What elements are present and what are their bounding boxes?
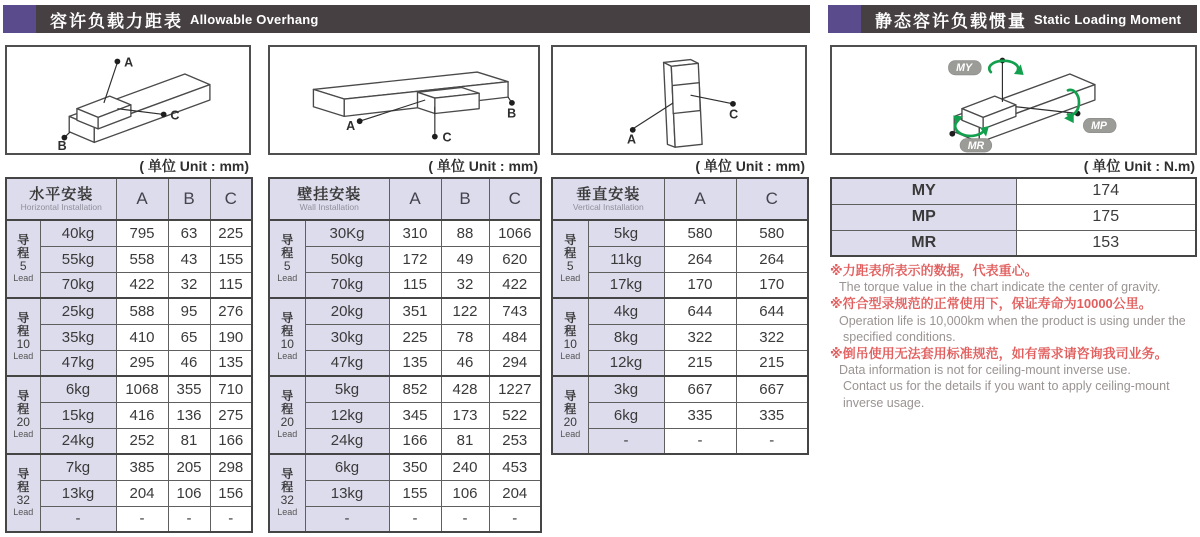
value-cell: 310: [389, 220, 441, 246]
value-cell: 135: [210, 350, 252, 376]
moment-my-label: MY: [956, 62, 973, 75]
point-b-label: B: [57, 139, 67, 153]
wall-installation-table: [268, 177, 542, 533]
load-cell: 17kg: [588, 272, 664, 298]
value-cell: 345: [389, 402, 441, 428]
unit-label: ( 单位 Unit : mm): [695, 158, 805, 174]
moment-value-cell: 153: [1016, 230, 1196, 256]
value-cell: 350: [389, 454, 441, 480]
data-row: [6, 246, 252, 272]
vertical-actuator-diagram: [551, 45, 807, 155]
load-cell: -: [40, 506, 116, 532]
value-cell: 122: [441, 298, 489, 324]
lead-number: 10: [563, 337, 577, 352]
data-row: [6, 454, 252, 480]
lead-zh-char: 导: [17, 233, 30, 248]
lead-number: 5: [566, 259, 574, 274]
installation-title-zh: 水平安装: [29, 185, 94, 203]
data-row: [269, 220, 541, 246]
data-row: [552, 246, 808, 272]
data-row: [6, 220, 252, 246]
value-cell: 322: [664, 324, 736, 350]
lead-zh-char: 导: [281, 233, 294, 248]
lead-group-cell: [6, 220, 40, 298]
value-cell: 385: [116, 454, 168, 480]
value-cell: 253: [489, 428, 541, 454]
lead-en-label: Lead: [13, 273, 34, 284]
point-a-label: A: [346, 118, 356, 133]
data-row: [552, 298, 808, 324]
moment-row: [831, 230, 1196, 256]
lead-zh-char: 导: [281, 311, 294, 326]
lead-group-cell: [552, 220, 588, 298]
value-cell: 225: [389, 324, 441, 350]
note-line: Contact us for the details if you want to apply ceiling-mount: [843, 379, 1170, 394]
load-cell: 3kg: [588, 376, 664, 402]
installation-header-cell: [269, 178, 389, 220]
value-cell: 106: [168, 480, 210, 506]
installation-title-en: Horizontal Installation: [20, 201, 102, 212]
lead-en-label: Lead: [277, 429, 298, 440]
value-cell: 410: [116, 324, 168, 350]
value-cell: 743: [489, 298, 541, 324]
value-cell: -: [489, 506, 541, 532]
actuator-isometric-drawing: [7, 47, 249, 153]
data-row: [269, 376, 541, 402]
value-cell: 78: [441, 324, 489, 350]
value-cell: 298: [210, 454, 252, 480]
value-cell: 204: [116, 480, 168, 506]
value-cell: 416: [116, 402, 168, 428]
value-cell: 276: [210, 298, 252, 324]
value-cell: 252: [116, 428, 168, 454]
column-header-a: A: [116, 178, 168, 220]
load-cell: 15kg: [40, 402, 116, 428]
value-cell: 190: [210, 324, 252, 350]
table-body: [269, 220, 541, 532]
value-cell: 667: [664, 376, 736, 402]
load-cell: 13kg: [40, 480, 116, 506]
value-cell: 1066: [489, 220, 541, 246]
value-cell: 1068: [116, 376, 168, 402]
lead-group-cell: [6, 376, 40, 454]
lead-group-cell: [6, 298, 40, 376]
lead-group-cell: [269, 220, 305, 298]
lead-number: 32: [16, 493, 30, 508]
value-cell: 667: [736, 376, 808, 402]
value-cell: 135: [389, 350, 441, 376]
data-row: [6, 298, 252, 324]
load-cell: 70kg: [305, 272, 389, 298]
lead-zh-char: 程: [17, 402, 30, 417]
lead-number: 20: [16, 415, 30, 430]
data-row: [552, 272, 808, 298]
point-c-label: C: [442, 130, 452, 145]
moment-value-cell: 174: [1016, 178, 1196, 204]
lead-number: 20: [563, 415, 577, 430]
note-line: ※倒吊使用无法套用标准规范，如有需求请咨询我司业务。: [830, 346, 1168, 362]
value-cell: 170: [736, 272, 808, 298]
load-cell: 35kg: [40, 324, 116, 350]
value-cell: 644: [736, 298, 808, 324]
lead-en-label: Lead: [13, 351, 34, 362]
value-cell: 225: [210, 220, 252, 246]
table-body: [831, 178, 1196, 256]
value-cell: 81: [441, 428, 489, 454]
purple-accent-square: [828, 5, 861, 33]
data-row: [6, 506, 252, 532]
note-line: Operation life is 10,000km when the product is using under the: [839, 313, 1186, 328]
load-cell: 11kg: [588, 246, 664, 272]
point-a-label: A: [626, 132, 637, 147]
load-cell: 30Kg: [305, 220, 389, 246]
data-row: [6, 272, 252, 298]
value-cell: 172: [389, 246, 441, 272]
value-cell: 32: [441, 272, 489, 298]
load-cell: 25kg: [40, 298, 116, 324]
data-row: [6, 350, 252, 376]
note-line: inverse usage.: [843, 395, 925, 410]
load-cell: 13kg: [305, 480, 389, 506]
load-cell: 6kg: [588, 402, 664, 428]
header-row: [552, 178, 808, 220]
value-cell: 156: [210, 480, 252, 506]
value-cell: -: [116, 506, 168, 532]
value-cell: 136: [168, 402, 210, 428]
lead-zh-char: 导: [17, 311, 30, 326]
lead-zh-char: 程: [281, 246, 294, 261]
value-cell: 522: [489, 402, 541, 428]
lead-zh-char: 程: [17, 246, 30, 261]
data-row: [269, 402, 541, 428]
value-cell: 115: [210, 272, 252, 298]
data-row: [552, 376, 808, 402]
lead-zh-char: 导: [564, 233, 577, 248]
lead-zh-char: 导: [281, 467, 294, 482]
note-line: The torque value in the chart indicate the center of gravity.: [839, 280, 1161, 295]
lead-zh-char: 程: [564, 246, 577, 261]
data-row: [269, 350, 541, 376]
lead-zh-char: 程: [281, 324, 294, 339]
value-cell: 558: [116, 246, 168, 272]
load-cell: -: [305, 506, 389, 532]
value-cell: 422: [116, 272, 168, 298]
lead-number: 5: [19, 259, 27, 274]
point-a-label: A: [124, 55, 134, 70]
data-row: [269, 246, 541, 272]
moment-label-cell: MR: [831, 230, 1016, 256]
load-cell: 47kg: [40, 350, 116, 376]
data-row: [552, 402, 808, 428]
section-header-static-loading-moment: [828, 5, 1197, 33]
lead-zh-char: 导: [564, 311, 577, 326]
value-cell: 63: [168, 220, 210, 246]
value-cell: 453: [489, 454, 541, 480]
value-cell: 710: [210, 376, 252, 402]
value-cell: 795: [116, 220, 168, 246]
value-cell: 428: [441, 376, 489, 402]
value-cell: 335: [664, 402, 736, 428]
purple-accent-square: [3, 5, 36, 33]
moment-label-cell: MY: [831, 178, 1016, 204]
value-cell: 95: [168, 298, 210, 324]
load-cell: 6kg: [40, 376, 116, 402]
lead-number: 10: [16, 337, 30, 352]
section-title-en: Allowable Overhang: [190, 11, 319, 27]
installation-title-en: Wall Installation: [299, 201, 359, 212]
data-row: [552, 428, 808, 454]
value-cell: -: [168, 506, 210, 532]
column-header-a: A: [389, 178, 441, 220]
lead-zh-char: 程: [281, 402, 294, 417]
header-row: [269, 178, 541, 220]
horizontal-actuator-diagram: [5, 45, 251, 155]
lead-zh-char: 程: [281, 480, 294, 495]
column-header-c: C: [489, 178, 541, 220]
value-cell: 264: [664, 246, 736, 272]
value-cell: 166: [210, 428, 252, 454]
load-cell: 30kg: [305, 324, 389, 350]
value-cell: 294: [489, 350, 541, 376]
data-row: [269, 480, 541, 506]
value-cell: -: [441, 506, 489, 532]
value-cell: 170: [664, 272, 736, 298]
value-cell: 65: [168, 324, 210, 350]
column-header-b: B: [168, 178, 210, 220]
load-cell: 24kg: [305, 428, 389, 454]
column-header-c: C: [736, 178, 808, 220]
lead-zh-char: 导: [564, 389, 577, 404]
load-cell: 5kg: [588, 220, 664, 246]
actuator-isometric-drawing: [270, 47, 538, 153]
column-header-c: C: [210, 178, 252, 220]
value-cell: 205: [168, 454, 210, 480]
lead-group-cell: [552, 376, 588, 454]
note-line: ※符合型录规范的正常使用下，保证寿命为10000公里。: [830, 296, 1152, 312]
lead-en-label: Lead: [13, 429, 34, 440]
lead-zh-char: 导: [281, 389, 294, 404]
horizontal-installation-table: [5, 177, 253, 533]
table-body: [6, 220, 252, 532]
vertical-installation-table: [551, 177, 809, 455]
value-cell: 43: [168, 246, 210, 272]
value-cell: 322: [736, 324, 808, 350]
value-cell: -: [736, 428, 808, 454]
lead-group-cell: [269, 376, 305, 454]
lead-zh-char: 导: [17, 467, 30, 482]
moment-mp-label: MP: [1091, 119, 1107, 132]
header-row: [6, 178, 252, 220]
value-cell: 295: [116, 350, 168, 376]
lead-number: 32: [280, 493, 294, 508]
data-row: [6, 428, 252, 454]
static-loading-moment-section: [830, 40, 1197, 411]
lead-zh-char: 程: [17, 480, 30, 495]
data-row: [6, 480, 252, 506]
point-c-label: C: [170, 108, 180, 123]
value-cell: 484: [489, 324, 541, 350]
lead-en-label: Lead: [560, 351, 581, 362]
actuator-isometric-drawing: [553, 47, 805, 153]
unit-label: ( 单位 Unit : mm): [139, 158, 249, 174]
lead-group-cell: [6, 454, 40, 532]
load-cell: 6kg: [305, 454, 389, 480]
data-row: [269, 506, 541, 532]
data-row: [269, 428, 541, 454]
value-cell: 852: [389, 376, 441, 402]
load-cell: 47kg: [305, 350, 389, 376]
load-cell: 12kg: [588, 350, 664, 376]
lead-en-label: Lead: [560, 429, 581, 440]
table-body: [552, 220, 808, 454]
moment-row: [831, 178, 1196, 204]
section-header-allowable-overhang: [3, 5, 810, 33]
actuator-moment-drawing: [832, 47, 1195, 153]
data-row: [552, 324, 808, 350]
wall-installation-section: [268, 40, 540, 533]
load-cell: 8kg: [588, 324, 664, 350]
note-line: ※力距表所表示的数据，代表重心。: [830, 263, 1038, 278]
note-line: specified conditions.: [843, 329, 956, 344]
load-cell: 55kg: [40, 246, 116, 272]
wall-actuator-diagram: [268, 45, 540, 155]
point-b-label: B: [507, 106, 517, 121]
value-cell: 620: [489, 246, 541, 272]
value-cell: 88: [441, 220, 489, 246]
value-cell: 580: [736, 220, 808, 246]
horizontal-installation-section: [5, 40, 251, 533]
point-c-label: C: [729, 107, 739, 122]
value-cell: 46: [168, 350, 210, 376]
value-cell: -: [210, 506, 252, 532]
lead-zh-char: 程: [17, 324, 30, 339]
installation-header-cell: [552, 178, 664, 220]
value-cell: 644: [664, 298, 736, 324]
value-cell: 106: [441, 480, 489, 506]
value-cell: 49: [441, 246, 489, 272]
section-title-zh: 容许负载力距表: [50, 11, 183, 31]
value-cell: 588: [116, 298, 168, 324]
value-cell: 1227: [489, 376, 541, 402]
value-cell: 335: [736, 402, 808, 428]
value-cell: -: [389, 506, 441, 532]
lead-en-label: Lead: [13, 507, 34, 518]
data-row: [552, 220, 808, 246]
data-row: [6, 324, 252, 350]
table-head: [552, 178, 808, 220]
installation-title-zh: 垂直安装: [576, 185, 641, 203]
value-cell: 46: [441, 350, 489, 376]
value-cell: 422: [489, 272, 541, 298]
data-row: [269, 298, 541, 324]
load-cell: 70kg: [40, 272, 116, 298]
value-cell: 351: [389, 298, 441, 324]
value-cell: 155: [210, 246, 252, 272]
value-cell: 215: [664, 350, 736, 376]
value-cell: 275: [210, 402, 252, 428]
value-cell: 155: [389, 480, 441, 506]
load-cell: 7kg: [40, 454, 116, 480]
value-cell: 32: [168, 272, 210, 298]
value-cell: 166: [389, 428, 441, 454]
section-title-en: Static Loading Moment: [1034, 11, 1182, 27]
value-cell: 173: [441, 402, 489, 428]
lead-en-label: Lead: [277, 507, 298, 518]
value-cell: 215: [736, 350, 808, 376]
lead-en-label: Lead: [277, 351, 298, 362]
value-cell: 115: [389, 272, 441, 298]
data-row: [269, 454, 541, 480]
load-cell: 24kg: [40, 428, 116, 454]
table-head: [6, 178, 252, 220]
value-cell: -: [664, 428, 736, 454]
lead-en-label: Lead: [277, 273, 298, 284]
value-cell: 580: [664, 220, 736, 246]
value-cell: 81: [168, 428, 210, 454]
lead-group-cell: [269, 454, 305, 532]
column-header-a: A: [664, 178, 736, 220]
value-cell: 355: [168, 376, 210, 402]
load-cell: 5kg: [305, 376, 389, 402]
data-row: [552, 350, 808, 376]
vertical-installation-section: [551, 40, 807, 455]
value-cell: 264: [736, 246, 808, 272]
load-cell: 4kg: [588, 298, 664, 324]
data-row: [269, 324, 541, 350]
note-line: Data information is not for ceiling-mount inverse use.: [839, 363, 1131, 378]
moment-row: [831, 204, 1196, 230]
load-cell: 40kg: [40, 220, 116, 246]
load-cell: 20kg: [305, 298, 389, 324]
moment-mr-label: MR: [967, 140, 985, 153]
moment-actuator-diagram: [830, 45, 1197, 155]
load-cell: 12kg: [305, 402, 389, 428]
lead-zh-char: 程: [564, 402, 577, 417]
installation-title-en: Vertical Installation: [572, 201, 644, 212]
moment-label-cell: MP: [831, 204, 1016, 230]
static-loading-moment-table: [830, 177, 1197, 257]
section-title-zh: 静态容许负载惯量: [875, 11, 1027, 31]
data-row: [6, 402, 252, 428]
data-row: [6, 376, 252, 402]
moment-value-cell: 175: [1016, 204, 1196, 230]
installation-header-cell: [6, 178, 116, 220]
load-cell: 50kg: [305, 246, 389, 272]
lead-zh-char: 导: [17, 389, 30, 404]
lead-group-cell: [269, 298, 305, 376]
unit-label: ( 单位 Unit : N.m): [1083, 158, 1195, 174]
lead-en-label: Lead: [560, 273, 581, 284]
lead-number: 20: [280, 415, 294, 430]
data-row: [269, 272, 541, 298]
lead-zh-char: 程: [564, 324, 577, 339]
lead-group-cell: [552, 298, 588, 376]
unit-label: ( 单位 Unit : mm): [428, 158, 538, 174]
load-cell: -: [588, 428, 664, 454]
value-cell: 240: [441, 454, 489, 480]
installation-title-zh: 壁挂安装: [297, 185, 362, 203]
footnotes: [830, 262, 1197, 411]
lead-number: 10: [280, 337, 294, 352]
column-header-b: B: [441, 178, 489, 220]
table-head: [269, 178, 541, 220]
lead-number: 5: [283, 259, 291, 274]
value-cell: 204: [489, 480, 541, 506]
